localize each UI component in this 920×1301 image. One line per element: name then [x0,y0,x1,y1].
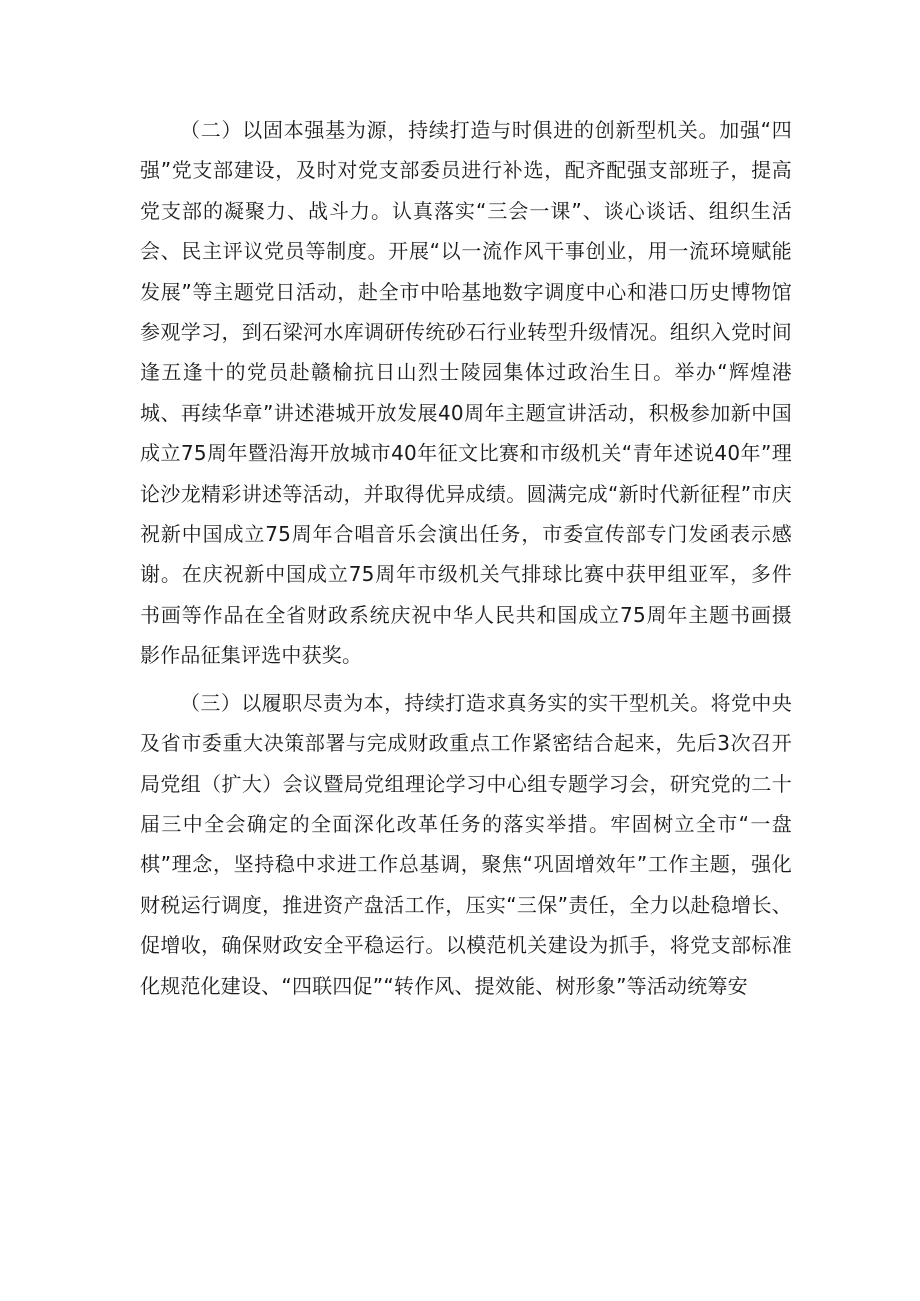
document-body [140,110,792,1013]
paragraph-practical-organ: （三）以履职尽责为本，持续打造求真务实的实干型机关。将党中央及省市委重大决策部署与完成财政重点工作紧密结合起来，先后3次召开局党组（扩大）会议暨局党组理论学习中心组专题学习会，研究党的二十届三中全会确定的全面深化改革任务的落实举措。牢固树立全市“一盘棋”理念，坚持稳中求进工作总基调，聚焦“巩固增效年”工作主题，强化财税运行调度，推进资产盘活工作，压实“三保”责任，全力以赴稳增长、促增收，确保财政安全平稳运行。以模范机关建设为抓手，将党支部标准化规范化建设、“四联四促”“转作风、提效能、树形象”等活动统筹安 [140,690,792,998]
paragraph-innovative-organ: （二）以固本强基为源，持续打造与时俱进的创新型机关。加强“四强”党支部建设，及时对党支部委员进行补选，配齐配强支部班子，提高党支部的凝聚力、战斗力。认真落实“三会一课”、谈心谈话、组织生活会、民主评议党员等制度。开展“以一流作风干事创业，用一流环境赋能发展”等主题党日活动，赴全市中哈基地数字调度中心和港口历史博物馆参观学习，到石梁河水库调研传统砂石行业转型升级情况。组织入党时间逢五逢十的党员赴赣榆抗日山烈士陵园集体过政治生日。举办“辉煌港城、再续华章”讲述港城开放发展40周年主题宣讲活动，积极参加新中国成立75周年暨沿海开放城市40年征文比赛和市级机关“青年述说40年”理论沙龙精彩讲述等活动，并取得优异成绩。圆满完成“新时代新征程”市庆祝新中国成立75周年合唱音乐会演出任务，市委宣传部专门发函表示感谢。在庆祝新中国成立75周年市级机关气排球比赛中获甲组亚军，多件书画等作品在全省财政系统庆祝中华人民共和国成立75周年主题书画摄影作品征集评选中获奖。 [140,118,792,668]
